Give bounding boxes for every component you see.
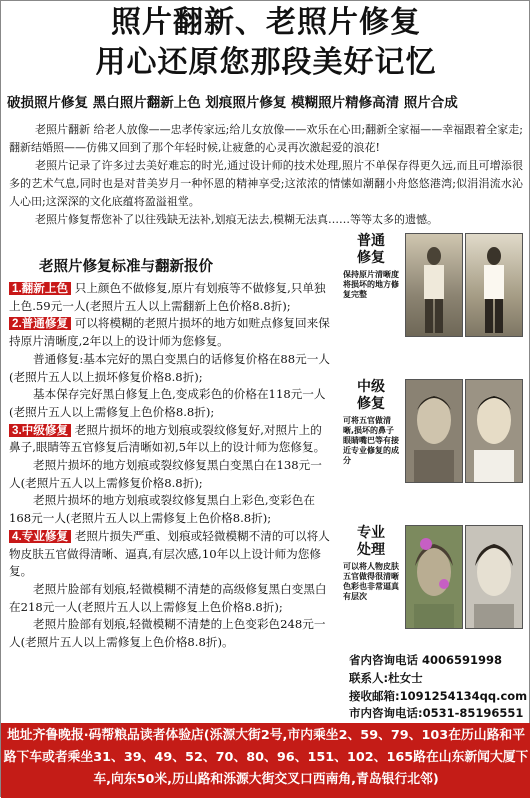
pricing-item: 老照片脸部有划痕,轻微模糊不清楚的上色变彩色248元一人(老照片五人以上需修复上色价格8.8折)。 bbox=[9, 617, 326, 650]
after-photo bbox=[465, 525, 523, 629]
sample-pro-repair bbox=[339, 525, 525, 629]
pricing-item: 普通修复:基本完好的黑白变黑白的话修复价格在88元一人(老照片五人以上损坏修复价格8.8折); bbox=[9, 351, 330, 384]
contact-person: 联系人:杜女士 bbox=[349, 671, 423, 685]
before-photo bbox=[405, 525, 463, 629]
services-line: 破损照片修复 黑白照片翻新上色 划痕照片修复 模糊照片精修高清 照片合成 bbox=[7, 95, 458, 111]
pricing-item: 老照片损坏的地方划痕或裂纹修复黑白上彩色,变彩色在168元一人(老照片五人以上需修复上色价格8.8折); bbox=[9, 493, 315, 526]
tier-tag: 3.中级修复 bbox=[9, 424, 71, 437]
sample-label: 专业 处理 可以将人物皮肤五官做得很清晰色彩也非常逼真有层次 bbox=[343, 525, 399, 601]
pricing-body bbox=[9, 280, 331, 652]
pricing-title: 老照片修复标准与翻新报价 bbox=[39, 259, 213, 275]
pricing-item: 老照片脸部有划痕,轻微模糊不清楚的高级修复黑白变黑白在218元一人(老照片五人以上需修复上色价格8.8折); bbox=[9, 581, 327, 614]
phone-number: 4006591998 bbox=[422, 653, 503, 667]
intro-text bbox=[9, 121, 523, 229]
tier-tag: 4.专业修复 bbox=[9, 530, 71, 543]
before-photo bbox=[405, 379, 463, 483]
headline-line2: 用心还原您那段美好记忆 bbox=[95, 45, 437, 80]
city-phone: 市内咨询电话:0531-85196551 bbox=[349, 706, 524, 720]
pricing-item: 2.普通修复 可以将模糊的老照片损坏的地方如赃点修复回来保持原片清晰度,2年以上的设计师为您修复。 bbox=[9, 316, 330, 349]
intro-paragraph: 老照片记录了许多过去美好难忘的时光,通过设计师的技术处理,照片不单保存得更久远,而且可增添很多的艺术气息,同时也是对昔美岁月一种怀恩的精神享受;这浓浓的情愫如潮翻小舟悠悠港湾;似涓涓流水沁人心田;这深深的文化底蕴将盈溢祖堂。 bbox=[9, 159, 523, 208]
after-photo bbox=[465, 379, 523, 483]
after-photo bbox=[465, 233, 523, 337]
sample-mid-repair bbox=[339, 379, 525, 483]
pricing-item: 基本保存完好黑白修复上色,变成彩色的价格在118元一人(老照片五人以上需修复上色价格8.8折); bbox=[9, 387, 326, 419]
contact-email: 接收邮箱:1091254134qq.com bbox=[349, 689, 528, 703]
sample-normal-repair bbox=[339, 233, 525, 337]
sample-label: 普通 修复 保持原片清晰度将损坏的地方修复完整 bbox=[343, 233, 399, 299]
intro-paragraph: 老照片修复帮您补了以往残缺无法补,划痕无法去,模糊无法真……等等太多的遗憾。 bbox=[35, 213, 438, 226]
tier-tag: 1.翻新上色 bbox=[9, 282, 71, 295]
pricing-item: 老照片损坏的地方划痕或裂纹修复黑白变黑白在138元一人(老照片五人以上需修复价格8.8折); bbox=[9, 458, 322, 490]
pricing-item: 4.专业修复 老照片损失严重、划痕或轻微模糊不清的可以将人物皮肤五官做得清晰、逼真,有层次感,10年以上设计师为您修复。 bbox=[9, 528, 330, 579]
headline-line1: 照片翻新、老照片修复 bbox=[111, 5, 421, 40]
sample-label: 中级 修复 可将五官做清晰,损坏的鼻子眼睛嘴巴等有接近专业修复的成分 bbox=[343, 379, 399, 465]
before-photo bbox=[405, 233, 463, 337]
intro-paragraph: 老照片翻新 给老人放像——忠孝传家远;给儿女放像——欢乐在心田;翻新全家福——幸福跟着全家走;翻新结婚照——仿佛又回到了那个年轻时候,让疲惫的心灵再次激起爱的浪花! bbox=[9, 123, 523, 154]
pricing-item: 1.翻新上色 只上颜色不做修复,原片有划痕等不做修复,只单独上色.59元一人(老照片五人以上需翻新上色价格8.8折); bbox=[9, 281, 326, 313]
pricing-item: 3.中级修复 老照片损坏的地方划痕或裂纹修复好,对照片上的鼻子,眼睛等五官修复后清晰如初,5年以上的设计师为您修复。 bbox=[9, 422, 326, 455]
tier-tag: 2.普通修复 bbox=[9, 317, 71, 330]
address-footer: 地址齐鲁晚报·码帮粮品读者体验店(泺源大街2号,市内乘坐2、59、79、103在历山路和平路下车或者乘坐31、39、49、52、70、80、96、151、102、165路在山东新闻大厦下车,向东50米,历山路和泺源大街交叉口西南角,青岛银行北邻) bbox=[1, 723, 530, 798]
phone-line: 省内咨询电话 4006591998 bbox=[349, 653, 503, 667]
